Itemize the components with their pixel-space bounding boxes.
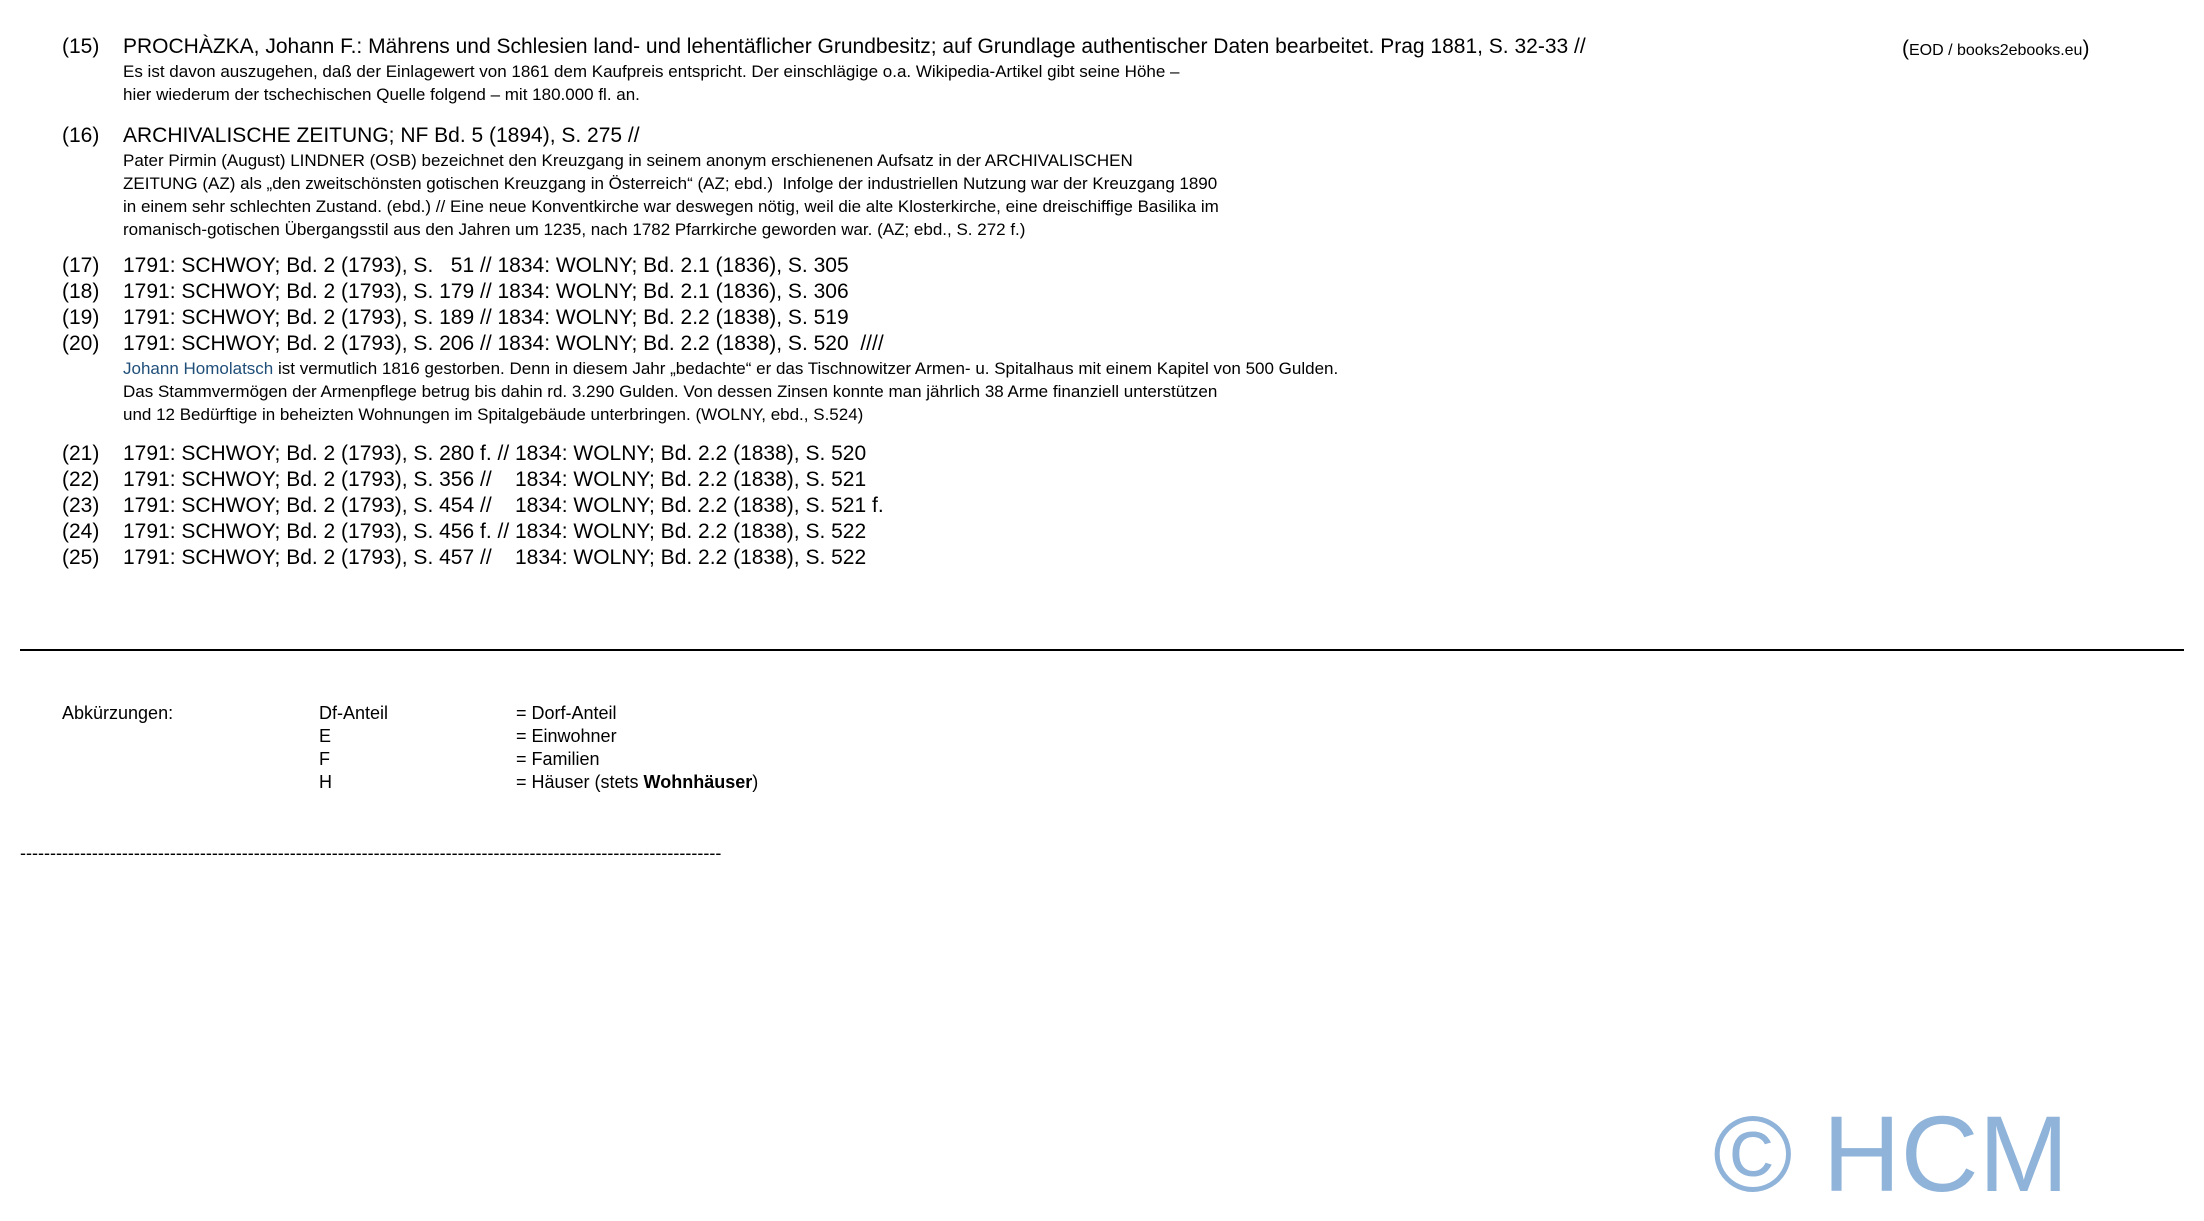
abbreviation-key: Df-Anteil xyxy=(319,703,389,723)
abbreviation-key: H xyxy=(319,772,332,792)
footnote-number: (23) xyxy=(62,494,100,517)
footnote-reference: 1791: SCHWOY; Bd. 2 (1793), S. 356 // 1834: WOLNY; Bd. 2.2 (1838), S. 521 xyxy=(123,468,867,491)
footnote-number: (18) xyxy=(62,280,100,303)
footnote-reference: 1791: SCHWOY; Bd. 2 (1793), S. 454 // 1834: WOLNY; Bd. 2.2 (1838), S. 521 f. xyxy=(123,494,884,517)
footnote-note xyxy=(123,149,1219,241)
note-line: und 12 Bedürftige in beheizten Wohnungen im Spitalgebäude unterbringen. (WOLNY, ebd., S.524) xyxy=(123,405,864,424)
footnote-reference: 1791: SCHWOY; Bd. 2 (1793), S. 456 f. // 1834: WOLNY; Bd. 2.2 (1838), S. 522 xyxy=(123,520,867,543)
footnote-number: (19) xyxy=(62,306,100,329)
copyright-watermark: © HCM xyxy=(1713,1093,2069,1214)
footnote-number: (20) xyxy=(62,332,100,355)
note-line: romanisch-gotischen Übergangsstil aus den Jahren um 1235, nach 1782 Pfarrkirche geworden war. (AZ; ebd., S. 272 f.) xyxy=(123,220,1026,239)
footnote-reference: ARCHIVALISCHE ZEITUNG; NF Bd. 5 (1894), S. 275 // xyxy=(123,124,640,147)
note-line: Es ist davon auszugehen, daß der Einlagewert von 1861 dem Kaufpreis entspricht. Der einschlägige o.a. Wikipedia-Artikel gibt seine Höhe – xyxy=(123,62,1180,81)
abbreviation-keys xyxy=(319,702,388,794)
footnote-number: (15) xyxy=(62,35,100,58)
note-line: hier wiederum der tschechischen Quelle folgend – mit 180.000 fl. an. xyxy=(123,85,640,104)
footnote-reference: PROCHÀZKA, Johann F.: Mährens und Schlesien land- und lehentäflicher Grundbesitz; auf Grundlage authentischer Daten bearbeitet. Prag 1881, S. 32-33 // xyxy=(123,35,1586,58)
footnote-note xyxy=(123,357,1338,426)
note-line: Das Stammvermögen der Armenpflege betrug bis dahin rd. 3.290 Gulden. Von dessen Zinsen konnte man jährlich 38 Arme finanziell unterstützen xyxy=(123,382,1218,401)
footnote-reference: 1791: SCHWOY; Bd. 2 (1793), S. 280 f. // 1834: WOLNY; Bd. 2.2 (1838), S. 520 xyxy=(123,442,867,465)
footnote-reference: 1791: SCHWOY; Bd. 2 (1793), S. 179 // 1834: WOLNY; Bd. 2.1 (1836), S. 306 xyxy=(123,280,849,303)
source-note-text: EOD / books2ebooks.eu xyxy=(1909,42,2083,59)
footnote-number: (25) xyxy=(62,546,100,569)
person-link[interactable]: Johann Homolatsch xyxy=(123,359,274,378)
footnote-reference: 1791: SCHWOY; Bd. 2 (1793), S. 206 // 1834: WOLNY; Bd. 2.2 (1838), S. 520 //// xyxy=(123,332,884,355)
footnote-note xyxy=(123,60,1179,106)
footnote-reference: 1791: SCHWOY; Bd. 2 (1793), S. 457 // 1834: WOLNY; Bd. 2.2 (1838), S. 522 xyxy=(123,546,867,569)
abbreviation-value: = Dorf-Anteil xyxy=(516,703,617,723)
abbreviation-value: = Familien xyxy=(516,749,600,769)
footnote-number: (21) xyxy=(62,442,100,465)
footnote-reference: 1791: SCHWOY; Bd. 2 (1793), S. 51 // 1834: WOLNY; Bd. 2.1 (1836), S. 305 xyxy=(123,254,849,277)
abbreviations-title: Abkürzungen: xyxy=(62,703,174,723)
dashed-separator: --------------------------------------------------------------------------------------------------------------------- xyxy=(20,843,722,863)
note-line: Johann Homolatsch ist vermutlich 1816 gestorben. Denn in diesem Jahr „bedachte“ er das Tischnowitzer Armen- u. Spitalhaus mit einem Kapitel von 500 Gulden. xyxy=(123,359,1339,378)
note-line: in einem sehr schlechten Zustand. (ebd.) // Eine neue Konventkirche war deswegen nötig, weil die alte Klosterkirche, eine dreischiffige Basilika im xyxy=(123,197,1219,216)
abbreviation-value: = Häuser (stets Wohnhäuser) xyxy=(516,772,759,792)
abbreviation-key: F xyxy=(319,749,330,769)
footnote-number: (22) xyxy=(62,468,100,491)
abbreviation-values xyxy=(516,702,758,794)
footnote-reference: 1791: SCHWOY; Bd. 2 (1793), S. 189 // 1834: WOLNY; Bd. 2.2 (1838), S. 519 xyxy=(123,306,849,329)
footnote-number: (24) xyxy=(62,520,100,543)
section-divider xyxy=(20,649,2184,651)
note-line: Pater Pirmin (August) LINDNER (OSB) bezeichnet den Kreuzgang in seinem anonym erschienenen Aufsatz in der ARCHIVALISCHEN xyxy=(123,151,1133,170)
emphasis-text: Wohnhäuser xyxy=(643,772,753,792)
note-line: ZEITUNG (AZ) als „den zweitschönsten gotischen Kreuzgang in Österreich“ (AZ; ebd.) Infolge der industriellen Nutzung war der Kreuzgang 1890 xyxy=(123,174,1218,193)
abbreviation-key: E xyxy=(319,726,332,746)
abbreviation-value: = Einwohner xyxy=(516,726,617,746)
source-note: (EOD / books2ebooks.eu) xyxy=(1902,37,2090,60)
footnote-number: (17) xyxy=(62,254,100,277)
footnote-number: (16) xyxy=(62,124,100,147)
